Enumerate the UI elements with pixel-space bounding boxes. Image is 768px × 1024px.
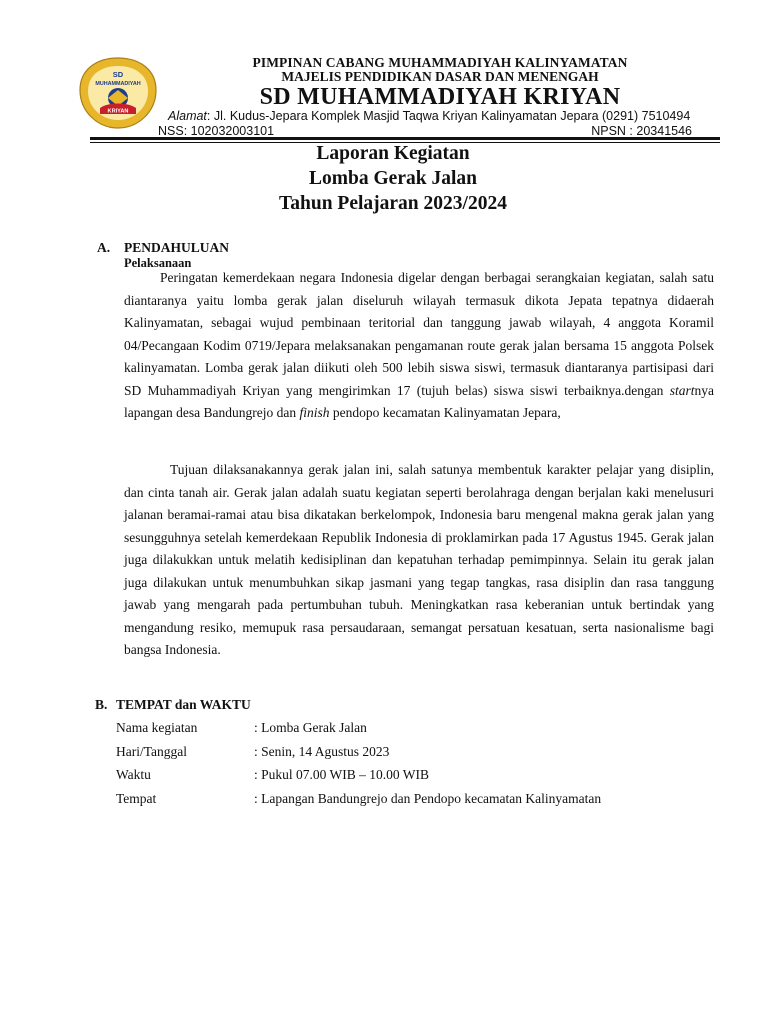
address-text: : Jl. Kudus-Jepara Komplek Masjid Taqwa Kriyan Kalinyamatan Jepara (0291) 7510494 [206, 109, 691, 123]
section-a-heading: PENDAHULUAN [124, 240, 230, 255]
paragraph-2-text: Tujuan dilaksanakannya gerak jalan ini, salah satunya membentuk karakter pelajar yang disiplin, dan cinta tanah air. Gerak jalan adalah suatu kegiatan seperti berolahraga dengan berjalan kaki menelusuri jalanan beramai-ramai atau bisa dikatakan berkelompok, Indonesia baru mengenal makna gerak jalan yang sesungguhnya setelah kemerdekaan Republik Indonesia di proklamirkan pada 17 Agustus 1945. Gerak jalan juga dilakukkan untuk melatih kedisiplinan dan kepatuhan terhadap pemimpinnya. Selain itu gerak jalan juga dilakukan untuk menumbuhkan sikap jasmani yang tegap tangkas, rasa disiplin dan rasa tanggung jawab yang mengarah pada pertumbuhan tubuh. Meningkatkan rasa keberanian untuk bertindak yang mengandung resiko, memupuk rasa persaudaraan, semangat persatuan kesatuan, serta nasionalisme bagi bangsa Indonesia. [124, 462, 714, 657]
logo-text-bottom: KRIYAN [107, 108, 129, 115]
paragraph-implementation [124, 267, 714, 425]
logo-text-middle: MUHAMMADIYAH [95, 81, 141, 87]
section-a-letter: A. [97, 240, 111, 255]
logo-text-top: SD [112, 70, 124, 79]
letterhead-rule-thick [90, 137, 720, 140]
council-header: MAJELIS PENDIDIKAN DASAR DAN MENENGAH [281, 69, 599, 84]
school-name: SD MUHAMMADIYAH KRIYAN [259, 84, 621, 110]
detail-key: Tempat [116, 790, 157, 806]
section-a-subheading: Pelaksanaan [124, 256, 192, 270]
nss-number: NSS: 102032003101 [158, 124, 275, 136]
detail-key: Hari/Tanggal [116, 743, 188, 759]
paragraph-1-text-cont: nya lapangan desa Bandungrejo dan [124, 382, 714, 420]
academic-year-title: Tahun Pelajaran 2023/2024 [279, 193, 507, 214]
detail-key: Nama kegiatan [116, 720, 198, 735]
detail-value: : Pukul 07.00 WIB – 10.00 WIB [254, 767, 430, 782]
detail-value: : Senin, 14 Agustus 2023 [254, 743, 390, 759]
section-b-letter: B. [95, 697, 108, 712]
paragraph-1-text: Peringatan kemerdekaan negara Indonesia digelar dengan berbagai serangkaian kegiatan, salah satu diantaranya yaitu lomba gerak jalan diseluruh wilayah termasuk dikota Jepata tepatnya didaerah Kalinyamatan, sebagai wujud pembinaan teritorial dan tanggung jawab wilayah, 4 anggota Koramil 04/Pecangaan Kodim 0719/Jepara melaksanakan pengamanan route gerak jalan bersama 15 anggota Polsek kalinyamatan. Lomba gerak jalan diikuti oleh 500 lebih siswa siswi, termasuk diantaranya partisipasi dari SD Muhammadiyah Kriyan yang mengirimkan 17 (tujuh belas) siswa siswi terbaiknya.dengan [124, 270, 714, 398]
finish-word: finish [299, 405, 330, 420]
start-word: start [669, 382, 695, 398]
org-header: PIMPINAN CABANG MUHAMMADIYAH KALINYAMATAN [252, 55, 628, 70]
section-b-heading: TEMPAT dan WAKTU [116, 697, 251, 712]
detail-value: : Lomba Gerak Jalan [254, 720, 367, 735]
report-title: Laporan Kegiatan [316, 143, 470, 164]
id-numbers-line [158, 124, 692, 136]
detail-key: Waktu [116, 767, 151, 782]
paragraph-purpose [124, 459, 714, 662]
paragraph-1-text-end: pendopo kecamatan Kalinyamatan Jepara, [329, 405, 561, 420]
detail-value: : Lapangan Bandungrejo dan Pendopo kecamatan Kalinyamatan [254, 790, 602, 806]
address-label: Alamat [168, 109, 207, 123]
address-line [168, 109, 690, 123]
npsn-number: NPSN : 20341546 [591, 124, 692, 136]
event-title: Lomba Gerak Jalan [309, 168, 477, 189]
school-logo [78, 56, 158, 130]
